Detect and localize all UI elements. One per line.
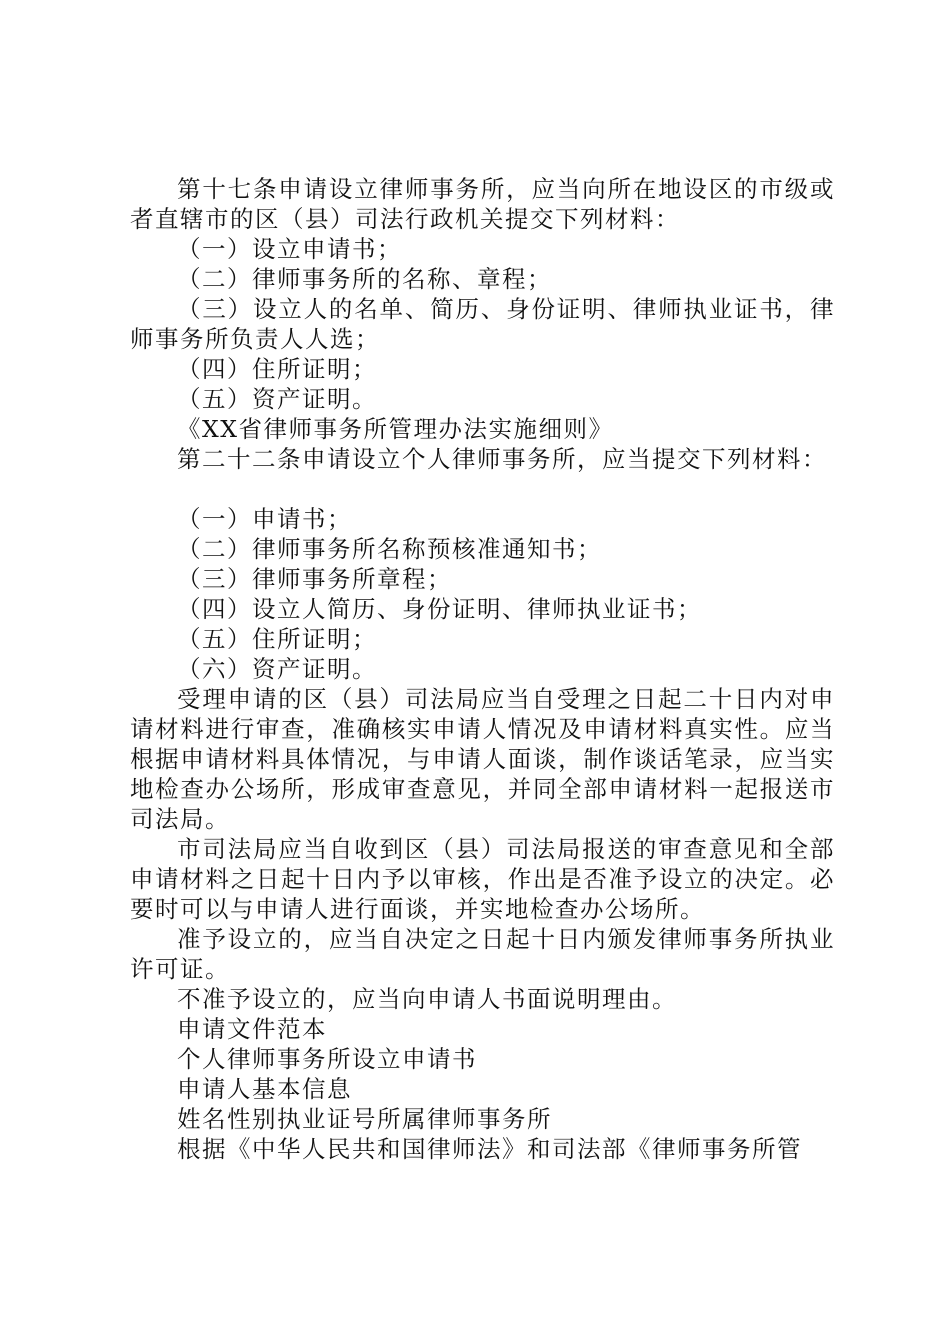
rejection-paragraph: 不准予设立的，应当向申请人书面说明理由。 [177, 985, 677, 1013]
list-item: （三）律师事务所章程； [177, 565, 452, 593]
list-item: （二）律师事务所的名称、章程； [177, 265, 552, 293]
list-item: （三）设立人的名单、简历、身份证明、律师执业证书，律师事务所负责人人选； [130, 295, 835, 353]
form-fields-line: 姓名性别执业证号所属律师事务所 [177, 1105, 552, 1133]
article-17-intro: 第十七条申请设立律师事务所，应当向所在地设区的市级或者直辖市的区（县）司法行政机关提交下列材料： [130, 175, 835, 233]
approval-paragraph: 准予设立的，应当自决定之日起十日内颁发律师事务所执业许可证。 [130, 925, 835, 983]
review-paragraph: 受理申请的区（县）司法局应当自受理之日起二十日内对申请材料进行审查，准确核实申请人情况及申请材料真实性。应当根据申请材料具体情况，与申请人面谈，制作谈话笔录，应当实地检查办公场所，形成审查意见，并同全部申请材料一起报送市司法局。 [130, 685, 835, 833]
section-heading: 个人律师事务所设立申请书 [177, 1045, 477, 1073]
section-heading: 申请人基本信息 [177, 1075, 352, 1103]
list-item: （五）住所证明； [177, 625, 377, 653]
list-item: （六）资产证明。 [177, 655, 377, 683]
approval-paragraph: 市司法局应当自收到区（县）司法局报送的审查意见和全部申请材料之日起十日内予以审核，作出是否准予设立的决定。必要时可以与申请人进行面谈，并实地检查办公场所。 [130, 835, 835, 923]
closing-paragraph: 根据《中华人民共和国律师法》和司法部《律师事务所管 [177, 1135, 802, 1163]
list-item: （四）住所证明； [177, 355, 377, 383]
document-body [130, 174, 835, 1164]
list-item: （五）资产证明。 [177, 385, 377, 413]
section-heading: 申请文件范本 [177, 1015, 327, 1043]
list-item: （四）设立人简历、身份证明、律师执业证书； [177, 595, 702, 623]
article-22-intro: 第二十二条申请设立个人律师事务所，应当提交下列材料： [177, 445, 827, 473]
regulation-title: 《XX省律师事务所管理办法实施细则》 [177, 415, 614, 443]
list-item: （一）申请书； [177, 505, 352, 533]
list-item: （二）律师事务所名称预核准通知书； [177, 535, 602, 563]
list-item: （一）设立申请书； [177, 235, 402, 263]
